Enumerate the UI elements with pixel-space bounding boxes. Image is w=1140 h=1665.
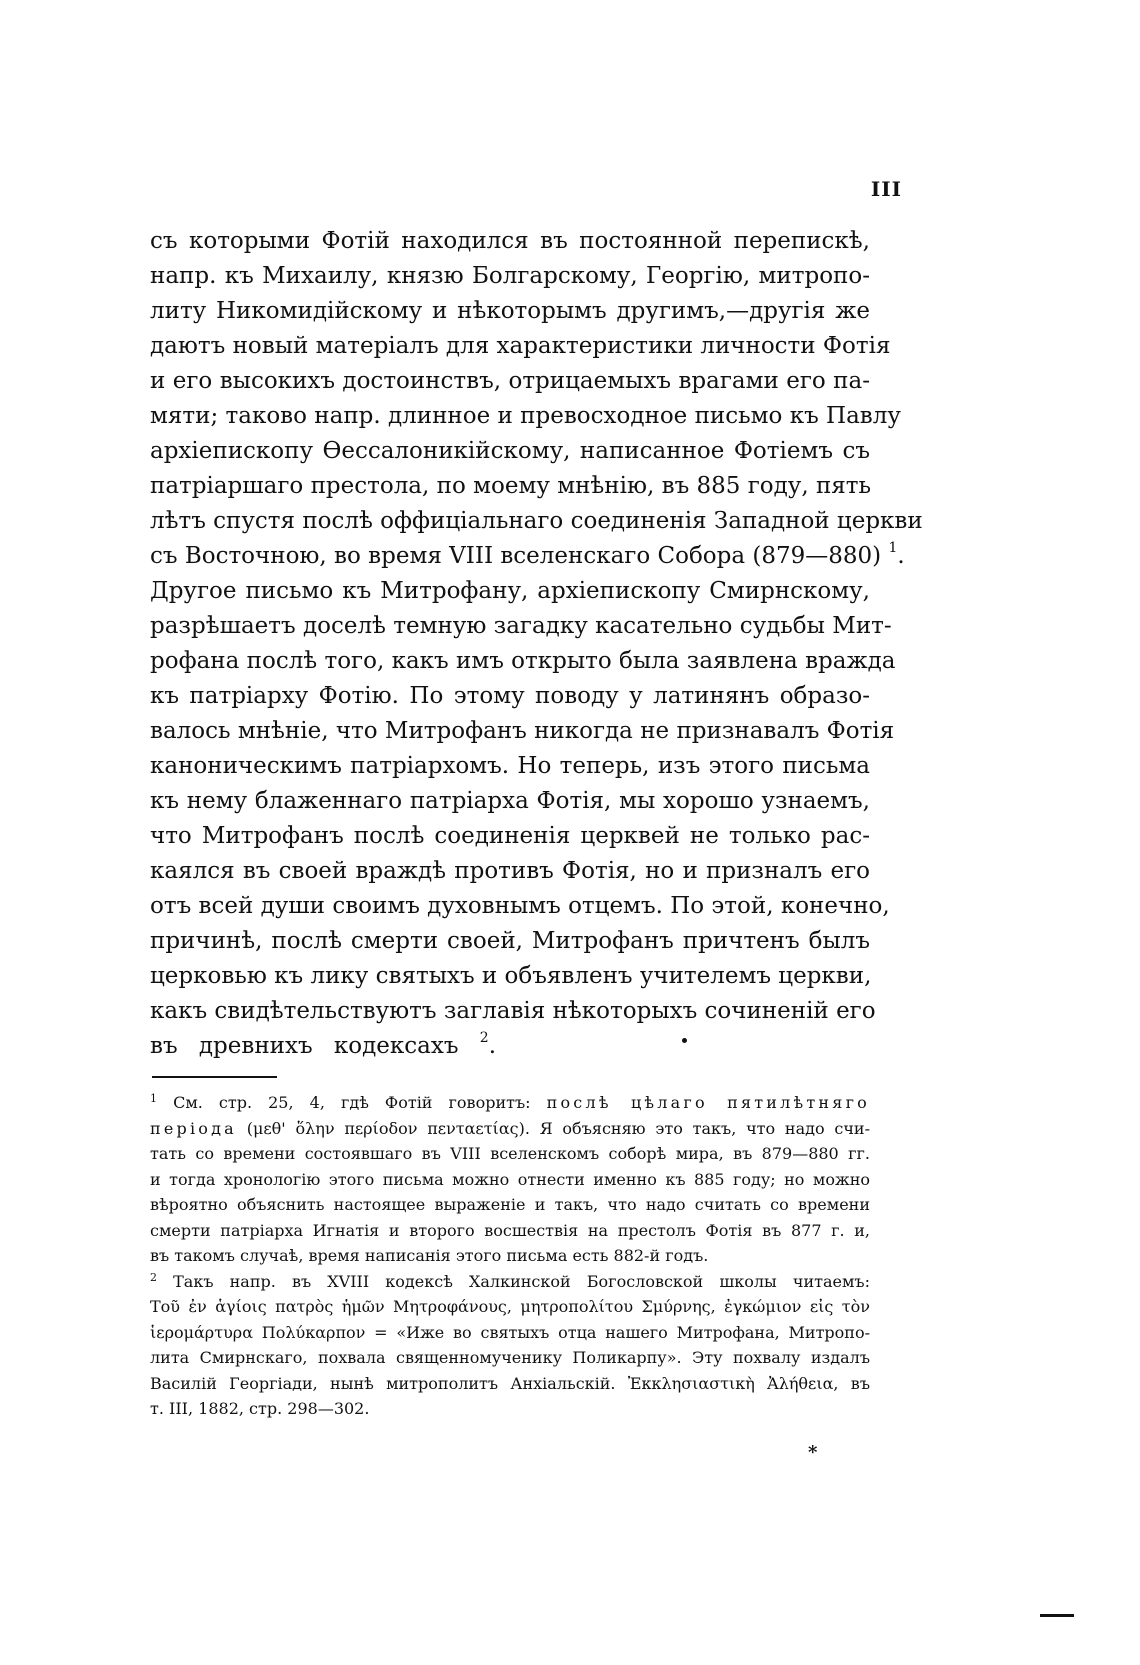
body-line: и его высокихъ достоинствъ, отрицаемыхъ врагами его па- — [150, 368, 870, 394]
body-line: напр. къ Михаилу, князю Болгарскому, Георгію, митропо- — [150, 263, 870, 289]
footnote-1-quote: послѣ цѣлаго пятилѣтняго — [546, 1093, 870, 1112]
footnote-ref-2-tail: . — [488, 1033, 497, 1059]
footnote-divider — [152, 1076, 277, 1078]
footnote-2-line: т. III, 1882, стр. 298—302. — [150, 1399, 370, 1418]
footnote-1-line: въ такомъ случаѣ, время написанія этого письма есть 882-й годъ. — [150, 1246, 709, 1265]
body-line: разрѣшаетъ доселѣ темную загадку касательно судьбы Мит- — [150, 613, 892, 639]
footnote-ref-1-tail: . — [897, 543, 905, 569]
body-line: архіепископу Ѳессалоникійскому, написанное Фотіемъ съ — [150, 438, 870, 464]
footnote-1-text: (μεθ' ὅλην περίοδον πενταετίας). Я объясняю это такъ, что надо счи- — [246, 1118, 871, 1138]
footnotes — [150, 1090, 870, 1422]
footnote-1-line: тать со времени состоявшаго въ VIII вселенскомъ соборѣ мира, въ 879—880 гг. — [150, 1144, 870, 1163]
body-line-with-footnote-ref — [150, 539, 905, 574]
footnote-2-line: лита Смирнскаго, похвала священномученику Поликарпу». Эту похвалу издалъ — [150, 1348, 870, 1367]
footnote-1-text: См. стр. 25, 4, гдѣ Фотій говоритъ: — [173, 1093, 531, 1112]
body-line: литу Никомидійскому и нѣкоторымъ другимъ,—другія же — [150, 298, 870, 324]
main-text — [150, 224, 923, 1064]
body-line: что Митрофанъ послѣ соединенія церквей не только рас- — [150, 823, 870, 849]
body-line: Другое письмо къ Митрофану, архіепископу Смирнскому, — [150, 578, 870, 604]
body-line: патріаршаго престола, по моему мнѣнію, въ 885 году, пять — [150, 473, 872, 499]
body-line: рофана послѣ того, какъ имъ открыто была заявлена вражда — [150, 648, 896, 674]
body-line: церковью къ лику святыхъ и объявленъ учителемъ церкви, — [150, 963, 872, 989]
body-line: къ нему блаженнаго патріарха Фотія, мы хорошо узнаемъ, — [150, 788, 870, 814]
body-line: каялся въ своей враждѣ противъ Фотія, но и призналъ его — [150, 858, 870, 884]
footnote-1-quote: періода — [150, 1118, 237, 1138]
footnote-2-line: ἱερομάρτυρα Πολύκαρπον = «Иже во святыхъ отца нашего Митрофана, Митропо- — [150, 1322, 870, 1342]
bottom-mark: * — [808, 1442, 818, 1463]
footnote-1-line: смерти патріарха Игнатія и второго восшествія на престолъ Фотія въ 877 г. и, — [150, 1220, 870, 1240]
stray-dot — [682, 1038, 687, 1043]
footnote-1-line — [150, 1116, 870, 1142]
body-line: съ которыми Фотій находился въ постоянной перепискѣ, — [150, 228, 870, 254]
footnote-1-line: и тогда хронологію этого письма можно отнести именно къ 885 году; но можно — [150, 1169, 870, 1189]
body-line: каноническимъ патріархомъ. Но теперь, изъ этого письма — [150, 753, 870, 779]
footnote-2-text: Такъ напр. въ XVIII кодексѣ Халкинской Богословской школы читаемъ: — [173, 1271, 870, 1291]
footnote-2-line: Василій Георгіади, нынѣ митрополитъ Анхіальскій. Ἐκκλησιαστικὴ Ἀλήθεια, въ — [150, 1373, 870, 1393]
body-line-text: съ Восточною, во время VIII вселенскаго Собора (879—880) — [150, 543, 882, 569]
body-line: даютъ новый матеріалъ для характеристики личности Фотія — [150, 333, 891, 359]
footnote-ref-2[interactable]: 2 — [479, 1030, 489, 1046]
footnote-1-line: вѣроятно объяснить настоящее выраженіе и такъ, что надо считать со времени — [150, 1195, 870, 1214]
body-line: причинѣ, послѣ смерти своей, Митрофанъ причтенъ былъ — [150, 928, 870, 954]
edge-mark — [1040, 1614, 1074, 1617]
footnote-2-marker: 2 — [150, 1270, 157, 1284]
footnote-ref-1[interactable]: 1 — [888, 540, 898, 556]
body-line: къ патріарху Фотію. По этому поводу у латинянъ образо- — [150, 683, 870, 709]
body-line-with-footnote-ref — [150, 1029, 870, 1064]
body-line-text: въ древнихъ кодексахъ — [150, 1033, 459, 1059]
body-line: валось мнѣніе, что Митрофанъ никогда не признавалъ Фотія — [150, 718, 895, 744]
body-line: лѣтъ спустя послѣ оффиціальнаго соединенія Западной церкви — [150, 508, 923, 534]
body-line: отъ всей души своимъ духовнымъ отцемъ. По этой, конечно, — [150, 893, 890, 919]
footnote-1-line — [150, 1090, 870, 1116]
footnote-1-marker: 1 — [150, 1092, 157, 1105]
footnote-2-line — [150, 1269, 870, 1295]
page-number: III — [870, 177, 902, 201]
body-line: мяти; таково напр. длинное и превосходное письмо къ Павлу — [150, 403, 901, 429]
body-line: какъ свидѣтельствуютъ заглавія нѣкоторыхъ сочиненій его — [150, 998, 876, 1024]
footnote-2-line: Τοῦ ἐν ἁγίοις πατρὸς ἡμῶν Μητροφάνους, μητροπολίτου Σμύρνης, ἐγκώμιον εἰς τὸν — [150, 1297, 870, 1316]
